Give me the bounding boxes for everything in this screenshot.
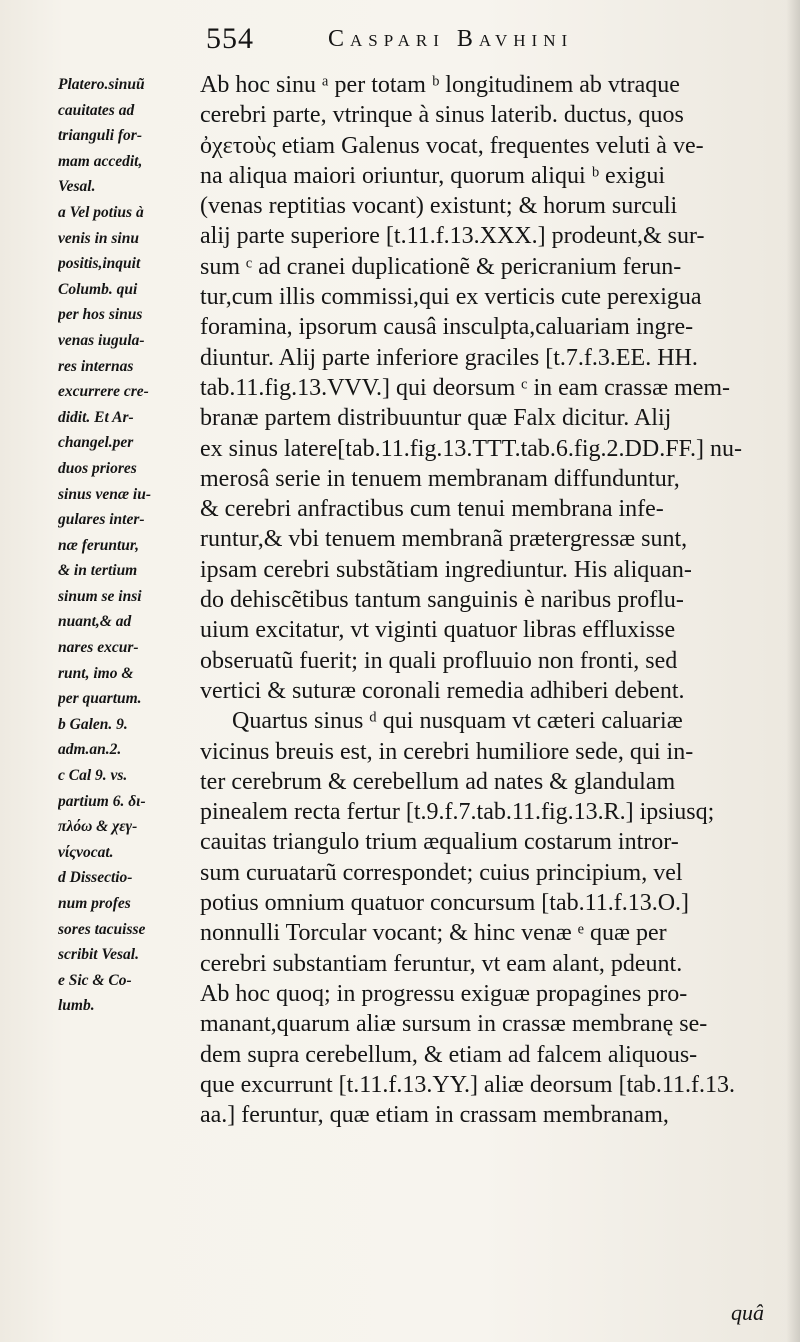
text-line: cerebri substantiam feruntur, vt eam alant, pdeunt. xyxy=(200,950,683,977)
margin-note-line: πλόω & χεγ- xyxy=(58,818,138,836)
margin-note-line: scribit Vesal. xyxy=(58,946,139,964)
page-edge-shadow xyxy=(786,0,800,1342)
margin-note-line: lumb. xyxy=(58,997,95,1015)
margin-note-line: nares excur- xyxy=(58,639,139,657)
margin-note-line: Vesal. xyxy=(58,178,96,196)
text-line: Quartus sinus ᵈ qui nusquam vt cæteri caluariæ xyxy=(232,708,683,735)
text-line: aa.] feruntur, quæ etiam in crassam membranam, xyxy=(200,1102,669,1129)
text-line: que excurrunt [t.11.f.13.YY.] aliæ deorsum [tab.11.f.13. xyxy=(200,1071,735,1098)
text-line: ter cerebrum & cerebellum ad nates & glandulam xyxy=(200,768,676,795)
margin-note-line: Columb. qui xyxy=(58,280,138,298)
text-line: ipsam cerebri substãtiam ingrediuntur. His aliquan- xyxy=(200,556,692,583)
margin-note-line: res internas xyxy=(58,357,134,375)
text-line: Ab hoc quoq; in progressu exiguæ propagines pro- xyxy=(200,980,688,1007)
margin-note-line: mam accedit, xyxy=(58,152,143,170)
text-line: nonnulli Torcular vocant; & hinc venæ ᵉ quæ per xyxy=(200,920,667,947)
margin-note-line: adm.an.2. xyxy=(58,741,122,759)
margin-note-line: trianguli for- xyxy=(58,127,142,145)
margin-note-line: changel.per xyxy=(58,434,134,452)
margin-note-line: gulares inter- xyxy=(58,511,145,529)
text-line: tur,cum illis commissi,qui ex verticis cute perexigua xyxy=(200,284,702,311)
margin-note-line: sores tacuisse xyxy=(58,920,146,938)
catchword: quâ xyxy=(731,1300,764,1325)
text-line: vicinus breuis est, in cerebri humiliore sede, qui in- xyxy=(200,738,694,765)
margin-note-line: runt, imo & xyxy=(58,664,134,682)
page-header xyxy=(200,22,780,62)
margin-note-line: per quartum. xyxy=(58,690,142,708)
text-line: foramina, ipsorum causâ insculpta,caluariam ingre- xyxy=(200,314,694,341)
margin-note-line: cauitates ad xyxy=(58,101,135,119)
margin-notes xyxy=(58,72,204,1019)
running-head: Caspari Bavhini xyxy=(328,26,574,52)
text-line: & cerebri anfractibus cum tenui membrana infe- xyxy=(200,496,664,523)
margin-note-line: num profes xyxy=(58,895,131,912)
margin-note-line: sinum se insi xyxy=(58,587,142,605)
text-line: merosâ serie in tenuem membranam diffunduntur, xyxy=(200,465,680,492)
text-line: vertici & suturæ coronali remedia adhiberi debent. xyxy=(200,677,685,704)
text-line: do dehiscẽtibus tantum sanguinis è naribus proflu- xyxy=(200,587,684,614)
page-number: 554 xyxy=(206,22,254,55)
text-line: runtur,& vbi tenuem membranã prætergressæ sunt, xyxy=(200,526,688,553)
text-line: sum ᶜ ad cranei duplicationẽ & pericranium ferun- xyxy=(200,253,682,280)
text-line: (venas reptitias vocant) existunt; & horum surculi xyxy=(200,193,678,220)
margin-note-line: d Dissectio- xyxy=(58,869,133,887)
margin-note-line: sinus venæ iu- xyxy=(58,485,152,503)
text-line: obseruatũ fuerit; in quali profluuio non fronti, sed xyxy=(200,647,678,674)
text-line: manant,quarum aliæ sursum in crassæ membranę se- xyxy=(200,1011,708,1038)
text-line: uium excitatur, vt viginti quatuor libras effluxisse xyxy=(200,617,676,644)
margin-note-line: didit. Et Ar- xyxy=(58,408,134,426)
margin-note-line: a Vel potius à xyxy=(58,203,144,221)
margin-note-line: positis,inquit xyxy=(58,255,141,273)
margin-note-line: & in tertium xyxy=(58,562,138,580)
margin-note-line: venas iugula- xyxy=(58,331,145,349)
margin-note-line: duos priores xyxy=(58,459,137,477)
text-line: sum curuatarũ correspondet; cuius principium, vel xyxy=(200,859,683,886)
text-line: cauitas triangulo trium æqualium costarum intror- xyxy=(200,829,679,856)
margin-note-line: νίςvocat. xyxy=(58,843,114,861)
margin-note-line: b Galen. 9. xyxy=(58,715,128,733)
main-text-block xyxy=(200,70,780,1130)
margin-note-line: Platero.sinuũ xyxy=(58,76,145,93)
margin-note-line: venis in sinu xyxy=(58,229,139,247)
text-line: potius omnium quatuor concursum [tab.11.f.13.O.] xyxy=(200,890,690,917)
text-line: branæ partem distribuuntur quæ Falx dicitur. Alij xyxy=(200,405,672,432)
text-line: na aliqua maiori oriuntur, quorum aliqui ᵇ exigui xyxy=(200,162,666,189)
text-line: pinealem recta fertur [t.9.f.7.tab.11.fig.13.R.] ipsiusq; xyxy=(200,799,715,826)
text-line: ex sinus latere[tab.11.fig.13.TTT.tab.6.fig.2.DD.FF.] nu- xyxy=(200,435,742,462)
margin-note-line: e Sic & Co- xyxy=(58,971,132,989)
text-line: dem supra cerebellum, & etiam ad falcem aliquous- xyxy=(200,1041,698,1068)
text-line: alij parte superiore [t.11.f.13.XXX.] prodeunt,& sur- xyxy=(200,223,705,250)
margin-note-line: per hos sinus xyxy=(58,306,143,324)
margin-note-line: nuant,& ad xyxy=(58,613,132,631)
margin-note-line: næ feruntur, xyxy=(58,536,139,554)
text-line: ὀχετοὺς etiam Galenus vocat, frequentes veluti à ve- xyxy=(200,132,704,159)
margin-note-line: partium 6. δι- xyxy=(58,792,146,810)
text-line: diuntur. Alij parte inferiore graciles [t.7.f.3.EE. HH. xyxy=(200,344,698,371)
text-line: Ab hoc sinu ᵃ per totam ᵇ longitudinem ab vtraque xyxy=(200,72,680,98)
text-line: tab.11.fig.13.VVV.] qui deorsum ᶜ in eam crassæ mem- xyxy=(200,374,731,401)
margin-note-line: c Cal 9. vs. xyxy=(58,767,128,785)
text-line: cerebri parte, vtrinque à sinus laterib. ductus, quos xyxy=(200,102,684,129)
margin-note-line: excurrere cre- xyxy=(58,383,149,401)
